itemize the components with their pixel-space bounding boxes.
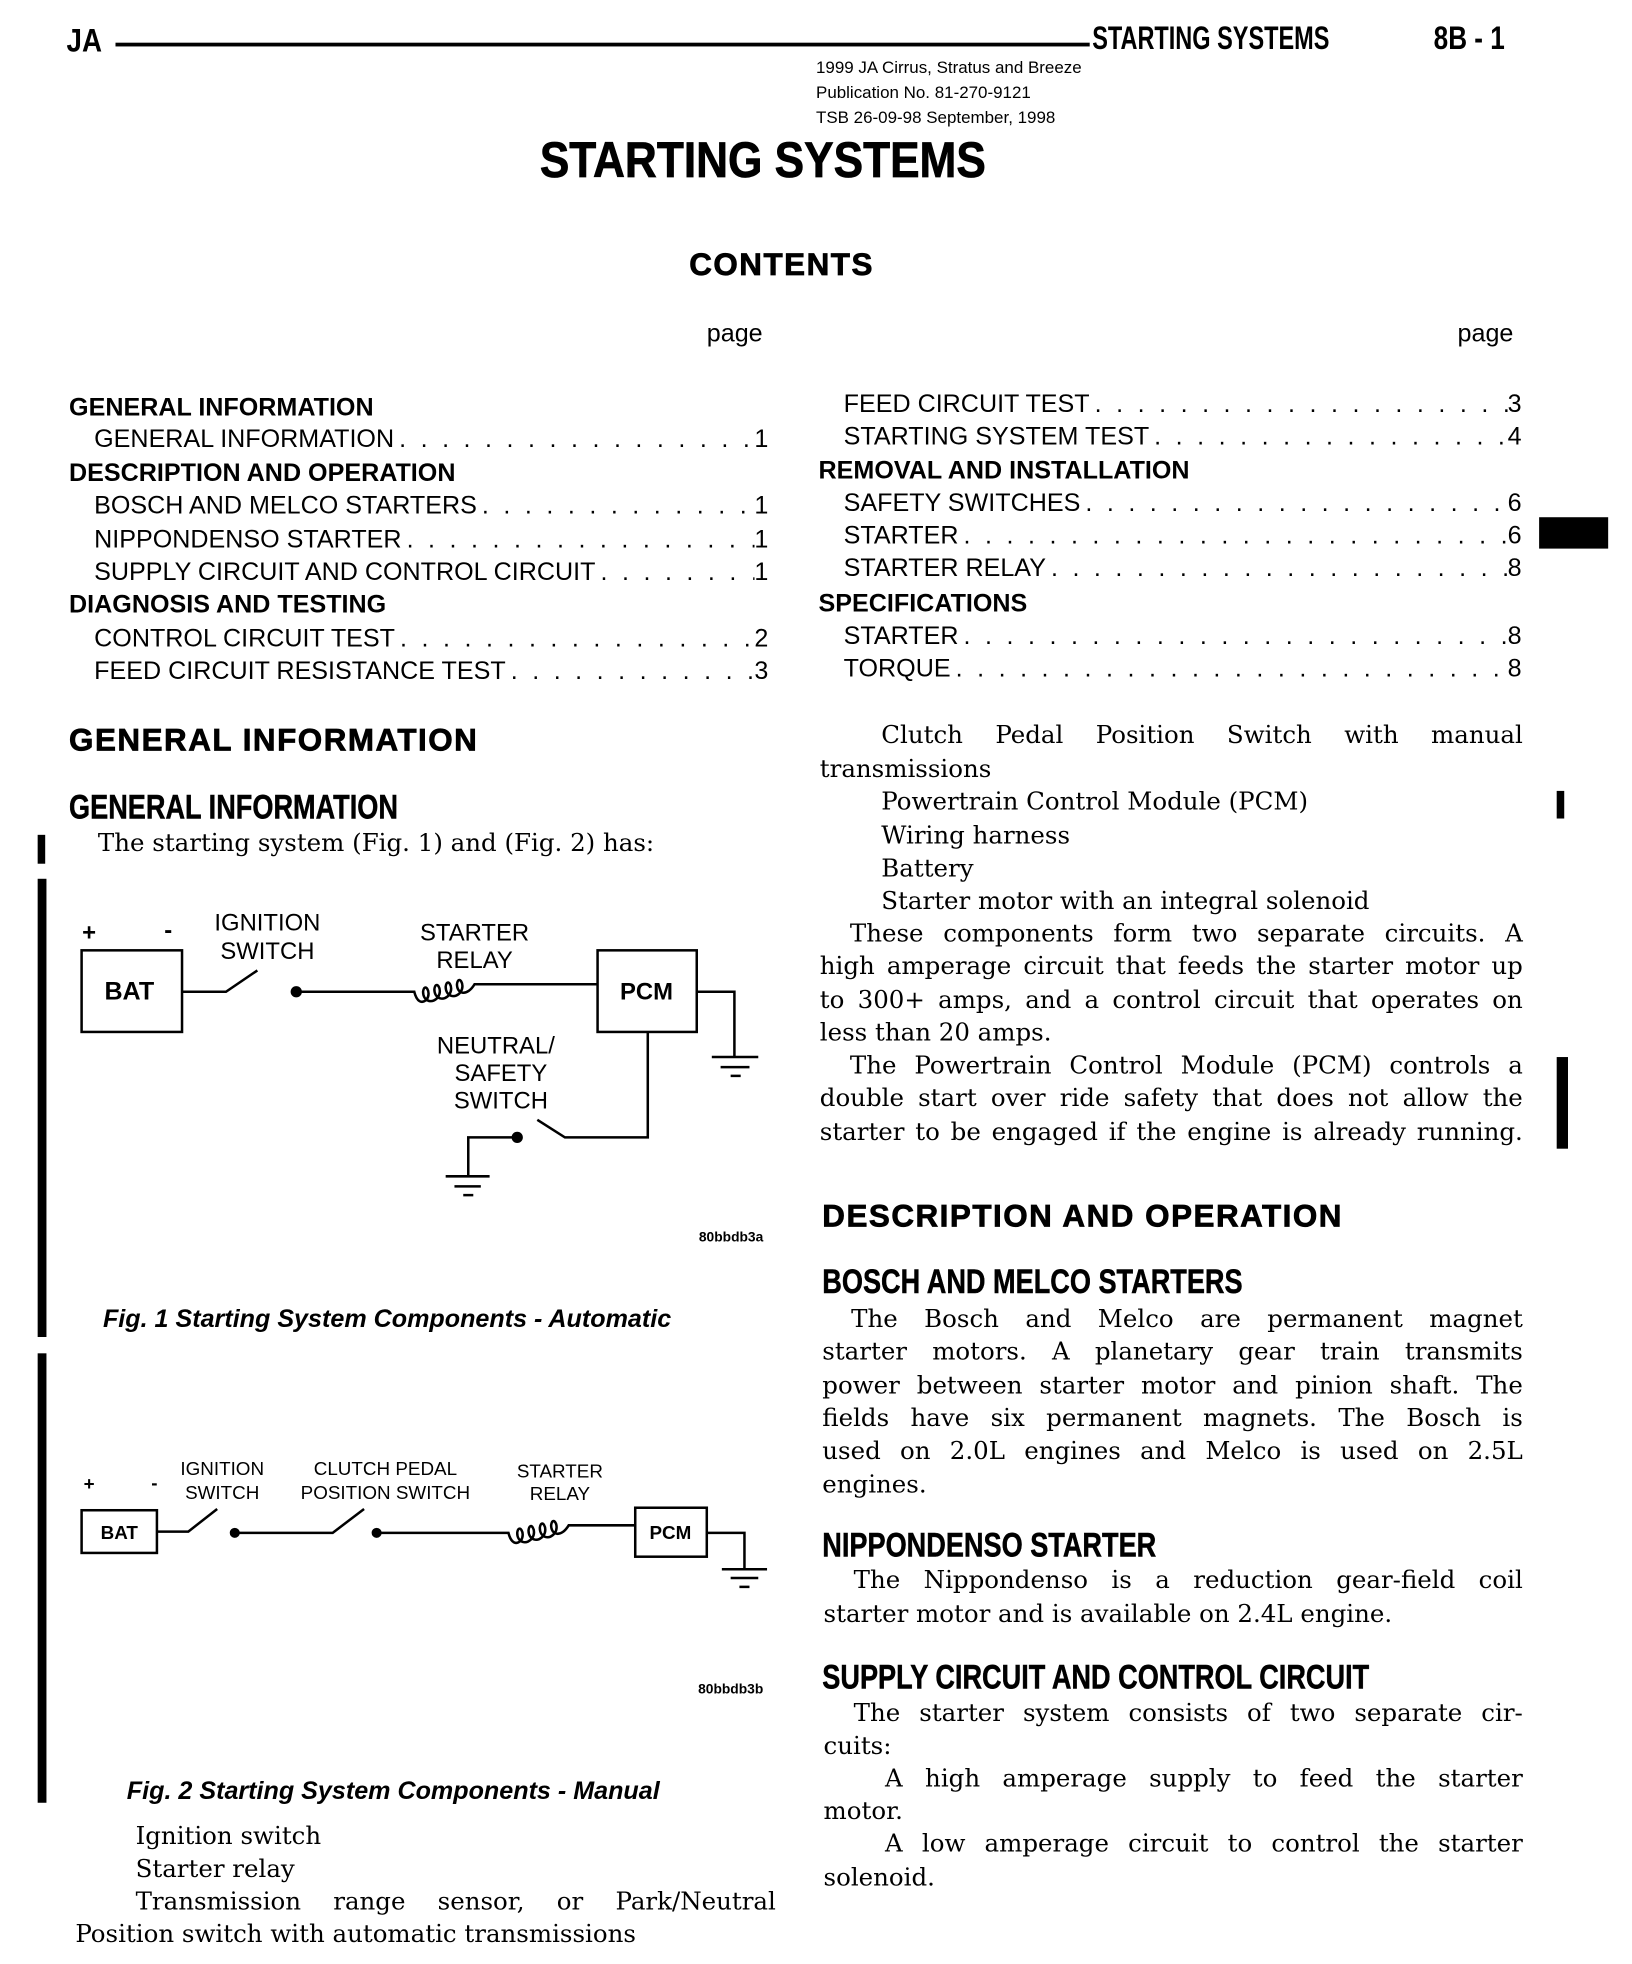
fig1-relay-coil xyxy=(296,980,597,1002)
body-text-line: Wiring harness xyxy=(881,821,1071,850)
fig2-clutch-label: POSITION SWITCH xyxy=(300,1481,471,1503)
body-text-line: starter motors. A planetary gear train transmits xyxy=(822,1337,1523,1366)
page-column-label-left: page xyxy=(706,320,763,348)
body-text-line: to 300+ amps, and a control circuit that operates on xyxy=(819,985,1523,1015)
toc-page-number: 8 xyxy=(1507,622,1522,651)
header-code: JA xyxy=(66,21,103,60)
body-text-line: A low amperage circuit to control the starter xyxy=(885,1829,1523,1858)
subheading-supply-control xyxy=(822,1658,1506,1697)
subheading-text: SUPPLY CIRCUIT AND CONTROL CIRCUIT xyxy=(822,1658,1370,1697)
fig2-plus-label: + xyxy=(83,1473,95,1495)
body-text-line: power between starter motor and pinion shaft. The xyxy=(822,1370,1523,1400)
body-text-line: starter to be engaged if the engine is already running. xyxy=(819,1117,1523,1147)
fig1-switch-ground xyxy=(446,1137,518,1195)
toc-entry-label: BOSCH AND MELCO STARTERS xyxy=(94,492,477,520)
fig1-ignition-label: IGNITION xyxy=(214,909,321,937)
section-heading-general-information: GENERAL INFORMATION xyxy=(69,723,479,759)
body-text-line: transmissions xyxy=(819,754,992,784)
fig1-ignition-label: SWITCH xyxy=(220,938,315,966)
fig1-caption: Fig. 1 Starting System Components - Automatic xyxy=(102,1305,672,1334)
body-text-line: solenoid. xyxy=(823,1863,935,1892)
body-text-line: used on 2.0L engines and Melco is used on 2.5L xyxy=(822,1436,1523,1466)
fig2-pcm-ground xyxy=(707,1533,767,1587)
header-page-text: 8B - 1 xyxy=(1433,18,1505,57)
body-text-line: Starter relay xyxy=(135,1854,295,1884)
toc-page-number: 4 xyxy=(1507,423,1522,451)
toc-page-number: 2 xyxy=(754,625,769,653)
fig1-bat-label: BAT xyxy=(104,977,155,1006)
body-text-line: The Nippondenso is a reduction gear-field coil xyxy=(853,1565,1523,1595)
fig2-relay-coil xyxy=(377,1521,636,1543)
section-heading-description-and-operation: DESCRIPTION AND OPERATION xyxy=(822,1198,1343,1235)
body-text-line: Clutch Pedal Position Switch with manual xyxy=(881,720,1523,750)
body-text-line: The Powertrain Control Module (PCM) controls a xyxy=(849,1050,1523,1080)
toc-page-number: 1 xyxy=(754,558,769,587)
subheading-bosch-melco xyxy=(822,1263,1347,1302)
body-text-line: less than 20 amps. xyxy=(819,1018,1052,1048)
fig2-diagram xyxy=(82,1508,767,1587)
fig2-clutch-label: CLUTCH PEDAL xyxy=(313,1458,458,1480)
body-text-line: Position switch with automatic transmissions xyxy=(75,1919,636,1949)
page-column-label-right: page xyxy=(1457,320,1514,348)
toc-entry-label: FEED CIRCUIT RESISTANCE TEST xyxy=(94,657,506,686)
body-text-line: motor. xyxy=(823,1796,903,1826)
toc-page-number: 3 xyxy=(754,657,769,686)
fig2-pcm-label: PCM xyxy=(649,1522,692,1544)
subheading-nippondenso xyxy=(822,1527,1239,1566)
toc-entry-label: DIAGNOSIS AND TESTING xyxy=(69,591,387,619)
body-text-line: engines. xyxy=(822,1470,927,1499)
toc-entry-label: SAFETY SWITCHES xyxy=(843,489,1081,518)
toc-page-number: 6 xyxy=(1507,489,1522,518)
publication-number: Publication No. 81-270-9121 xyxy=(816,82,1031,102)
fig1-pcm-ground xyxy=(697,992,759,1076)
fig1-code: 80bbdb3a xyxy=(698,1229,764,1245)
fig1-relay-label: STARTER xyxy=(420,919,530,947)
fig1-neutral-label: SAFETY xyxy=(454,1059,548,1087)
publication-tsb: TSB 26-09-98 September, 1998 xyxy=(816,107,1056,127)
subheading-text: GENERAL INFORMATION xyxy=(69,788,398,827)
toc-page-number: 1 xyxy=(754,526,769,554)
toc-page-number: 3 xyxy=(1507,390,1522,419)
toc-entry-label: STARTER xyxy=(843,622,959,651)
publication-title: 1999 JA Cirrus, Stratus and Breeze xyxy=(816,57,1082,77)
fig2-ignition-switch-contact xyxy=(157,1509,217,1532)
toc-entry-label: GENERAL INFORMATION xyxy=(69,394,374,422)
body-text-line: The starting system (Fig. 1) and (Fig. 2) has: xyxy=(97,828,655,858)
toc-page-number: 1 xyxy=(754,492,769,520)
body-text-line: The starter system consists of two separate cir- xyxy=(853,1698,1523,1728)
contents-heading: CONTENTS xyxy=(689,247,874,283)
body-text-line: Starter motor with an integral solenoid xyxy=(881,886,1370,916)
body-text-line: high amperage circuit that feeds the starter motor up xyxy=(819,951,1523,981)
toc-entry-label: TORQUE xyxy=(843,655,951,683)
fig1-neutral-label: NEUTRAL/ xyxy=(436,1032,555,1060)
toc-page-number: 8 xyxy=(1507,655,1522,683)
fig1-ignition-switch-contact xyxy=(182,970,257,991)
fig1-plus-label: + xyxy=(82,919,97,947)
fig2-labels xyxy=(84,1458,764,1696)
subheading-text: NIPPONDENSO STARTER xyxy=(822,1526,1157,1565)
fig2-bat-label: BAT xyxy=(100,1522,138,1544)
fig1-pcm-label: PCM xyxy=(620,978,674,1006)
toc-entry-label: STARTER RELAY xyxy=(843,554,1046,583)
body-text-line: starter motor and is available on 2.4L engine. xyxy=(823,1599,1393,1629)
toc-entry-label: STARTING SYSTEM TEST xyxy=(843,423,1150,451)
page-title-text: STARTING SYSTEMS xyxy=(539,133,986,189)
body-text-line: A high amperage supply to feed the starter xyxy=(885,1763,1523,1793)
header-section-text: STARTING SYSTEMS xyxy=(1092,18,1330,57)
toc-entry-label: CONTROL CIRCUIT TEST xyxy=(94,625,396,653)
fig2-code: 80bbdb3b xyxy=(698,1681,764,1697)
body-text-line: cuits: xyxy=(823,1731,892,1761)
body-text-line: Battery xyxy=(881,853,974,883)
fig1-relay-label: RELAY xyxy=(436,946,513,974)
body-text-line: double start over ride safety that does not allow the xyxy=(819,1083,1523,1113)
fig1-neutral-label: SWITCH xyxy=(453,1087,548,1115)
body-text-line: Powertrain Control Module (PCM) xyxy=(881,787,1309,817)
toc-entry-label: REMOVAL AND INSTALLATION xyxy=(818,456,1190,485)
toc-entry-label: SPECIFICATIONS xyxy=(818,590,1028,618)
fig2-minus-label: - xyxy=(151,1471,158,1493)
fig2-caption: Fig. 2 Starting System Components - Manual xyxy=(126,1777,660,1806)
toc-entry-label: SUPPLY CIRCUIT AND CONTROL CIRCUIT xyxy=(94,558,596,587)
body-text-line: Transmission range sensor, or Park/Neutral xyxy=(135,1886,776,1916)
body-text-line: The Bosch and Melco are permanent magnet xyxy=(851,1304,1523,1334)
toc-entry-label: FEED CIRCUIT TEST xyxy=(843,390,1090,419)
toc-entry-label: NIPPONDENSO STARTER xyxy=(94,526,402,554)
toc-page-number: 6 xyxy=(1507,522,1522,550)
toc-entry-label: GENERAL INFORMATION xyxy=(94,425,395,454)
fig2-relay-label: RELAY xyxy=(529,1483,591,1505)
subheading-text: BOSCH AND MELCO STARTERS xyxy=(822,1262,1243,1301)
body-text-line: These components form two separate circuits. A xyxy=(849,918,1523,948)
fig2-relay-label: STARTER xyxy=(516,1460,603,1482)
fig2-clutch-switch-contact xyxy=(235,1509,364,1533)
toc-page-number: 1 xyxy=(754,425,769,454)
fig2-ignition-label: SWITCH xyxy=(185,1481,260,1503)
body-text-line: fields have six permanent magnets. The Bosch is xyxy=(822,1403,1523,1433)
toc-entry-label: STARTER xyxy=(843,522,959,550)
fig1-minus-label: - xyxy=(164,916,173,944)
body-text-line: Ignition switch xyxy=(135,1821,322,1851)
toc-page-number: 8 xyxy=(1507,554,1522,583)
fig2-ignition-label: IGNITION xyxy=(180,1458,265,1480)
fig1-labels xyxy=(82,909,763,1244)
toc-entry-label: DESCRIPTION AND OPERATION xyxy=(69,459,456,488)
